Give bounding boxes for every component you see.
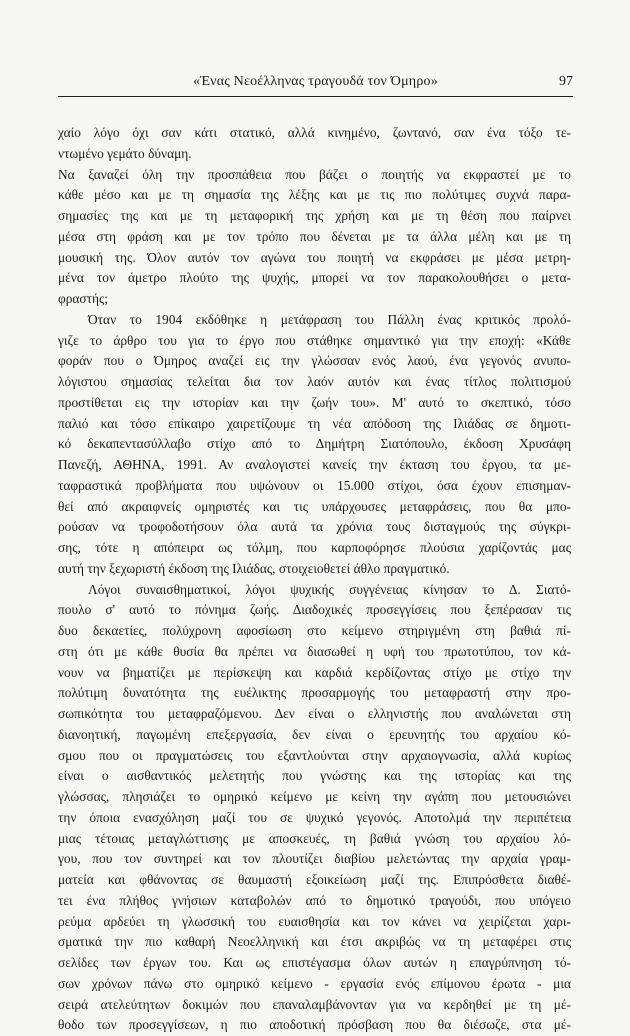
text-line: λόγιστου σημασίας τελείται δια τον λαόν αυτόν και ένας τίτλος πολιτισμού: [58, 374, 571, 389]
body-text: [58, 123, 571, 1036]
running-head-title: «Ένας Νεοέλληνας τραγουδά τον Όμηρο»: [193, 74, 438, 89]
text-line: πολύτιμη δυνατότητα της ευέλικτης προσαρμογής του μεταφραστή στην προ-: [58, 685, 571, 701]
text-line: προστίθεται εις την ιστορίαν και την ζωήν του». Μ' αυτό το σκεπτικό, τόσο: [58, 394, 571, 410]
header-rule: [58, 96, 573, 97]
text-line: θοδο των προσεγγίσεων, η πιο αποδοτική πρόσβαση που θα διέσωζε, στα μέ-: [58, 1017, 571, 1033]
text-line: σημασίες της και με τη μεταφορική της χρήση και με τη θέση που παίρνει: [58, 208, 571, 223]
text-line: μέσα στη φράση και με τον τρόπο που δένεται με τα άλλα μέλη και με τη: [58, 228, 571, 244]
text-line: τει ένα πλήθος γνήσιων καταβολών από το δημοτικό τραγούδι, που υπόγειο: [58, 892, 571, 908]
text-line: φραστής;: [58, 291, 109, 306]
text-line: ρούσαν να τροφοδοτήσουν όλα αυτά τα χρόνια τους δισταγμούς της σύγκρι-: [58, 519, 571, 535]
running-head: [58, 74, 573, 96]
text-line: γου, που τον συντηρεί και τον πλουτίζει διαβίου μελετώντας την αρχαία γραμ-: [58, 851, 571, 867]
text-line: γλώσσας, πλησιάζει το ομηρικό κείμενο με κείνη την αγάπη που μετουσιώνει: [58, 789, 571, 804]
text-line: Όταν το 1904 εκδόθηκε η μετάφραση του Πάλλη ένας κριτικός προλό-: [88, 311, 571, 327]
text-line: διανοητική, παγωμένη επεξεργασία, δεν είναι ο ερευνητής του αρχαίου κό-: [58, 726, 571, 742]
text-line: μουσική της. Όλον αυτόν τον αγώνα του ποιητή να εκφράσει με μέσα μετρη-: [58, 249, 571, 265]
text-line: δυο δεκαετίες, πολύχρονη αφοσίωση στο κείμενο στηριγμένη στη βαθιά πί-: [58, 623, 571, 638]
text-line: είναι ο αισθαντικός μελετητής που γνώστης και της ιστορίας και της: [58, 768, 571, 784]
text-line: κάθε μέσο και με τη σημασία της λέξης και με τις πιο πολύτιμες συχνά παρα-: [58, 187, 571, 203]
text-line: γιζε το άρθρο του για το έργο που στάθηκε σημαντικό για την εποχή: «Κάθε: [58, 332, 571, 348]
text-line: την όποια ενασχόληση μαζί του σε ψυχικό γεγονός. Αποτολμά την περιπέτεια: [58, 809, 571, 825]
text-line: πουλο σ' αυτό το πόνημα ζωής. Διαδοχικές προσεγγίσεις που ξεπέρασαν τις: [58, 602, 571, 618]
page-number: 97: [559, 74, 573, 89]
text-line: μιας τέτοιας μεταγλώττισης με αποσκευές, τη βαθιά γνώση του αρχαίου λό-: [58, 830, 571, 846]
text-line: φοράν που ο Όμηρος αναζεί εις την γλώσσαν ενός λαού, ένα γεγονός ανυπο-: [58, 353, 571, 369]
text-line: σματικά την πιο καθαρή Νεοελληνική και έτσι ακριβώς να τη μεταφέρει στις: [58, 934, 571, 950]
text-line: ματεία και φθάνοντας σε θαυμαστή εξοικείωση μαζί της. Επιπρόσθετα διαθέ-: [58, 872, 571, 887]
text-line: σειρά ατελεύτητων δοκιμών που επαναλαμβάνονταν για να κερδηθεί με τη μέ-: [58, 996, 571, 1012]
text-line: σων χρόνων πάνω στο ομηρικό κείμενο - εργασία ενός επίμονου έρωτα - μια: [58, 975, 571, 991]
text-line: στη ότι με κάθε θυσία θα πρέπει να διασωθεί η υφή του πρωτοτύπου, τον κά-: [58, 643, 571, 659]
text-line: Πανεζή, ΑΘΗΝΑ, 1991. Αν αναλογιστεί κανείς την έκταση του έργου, τα με-: [58, 457, 571, 472]
text-line: σμου που οι πραγματώσεις του εξαντλούνται στην αρχαιογνωσία, αλλά κυρίως: [58, 747, 571, 763]
text-line: θεί από ακραιφνείς ομηριστές και τις υπάρχουσες μεταφράσεις, που θα μπο-: [58, 498, 571, 514]
text-line: νουν να βηματίζει με περίσκεψη και καρδιά κερδίζοντας στίχο με στίχο την: [58, 664, 571, 680]
text-line: κό δεκαπεντασύλλαβο στίχο από το Δημήτρη Σιατόπουλο, έκδοση Χρυσάφη: [58, 436, 571, 452]
text-line: σελίδες των έργων του. Και ως επιστέγασμα όλων αυτών η επαγρύπνηση τό-: [58, 955, 571, 970]
text-line: ντωμένο γεμάτο δύναμη.: [58, 145, 192, 161]
text-line: σωπικότητα του μεταφραζόμενου. Δεν είναι ο ελληνιστής που αναλώνεται στη: [58, 706, 571, 721]
text-line: παλιό και τόσο επίκαιρο χαιρετίζουμε τη νέα απόδοση της Ιλιάδας σε δημοτι-: [58, 415, 571, 431]
text-line: μένα τον άμετρο πλούτο της ψυχής, μπορεί να τον παρακολουθήσει ο μετα-: [58, 270, 571, 286]
text-line: χαίο λόγο όχι σαν κάτι στατικό, αλλά κινημένο, ζωντανό, σαν ένα τόξο τε-: [58, 125, 571, 140]
text-line: Λόγοι συναισθηματικοί, λόγοι ψυχικής συγγένειας κίνησαν το Δ. Σιατό-: [88, 581, 571, 597]
text-line: σης, τότε η απόπειρα ως τόλμη, που καρποφόρησε πλούσια χαρίζοντάς μας: [58, 540, 571, 555]
text-line: αυτή την ξεχωριστή έκδοση της Ιλιάδας, στοιχειοθετεί άθλο πραγματικό.: [58, 560, 450, 576]
text-line: Να ξαναζεί όλη την προσπάθεια που βάζει ο ποιητής να εκφραστεί με το: [58, 166, 571, 182]
text-line: ρεύμα αρδεύει τη γλωσσική του ευαισθησία και τον κάνει να χειρίζεται χαρι-: [58, 913, 571, 929]
text-line: ταφραστικά προβλήματα που υψώνουν οι 15.000 στίχοι, όσα έχουν επισημαν-: [58, 477, 571, 493]
